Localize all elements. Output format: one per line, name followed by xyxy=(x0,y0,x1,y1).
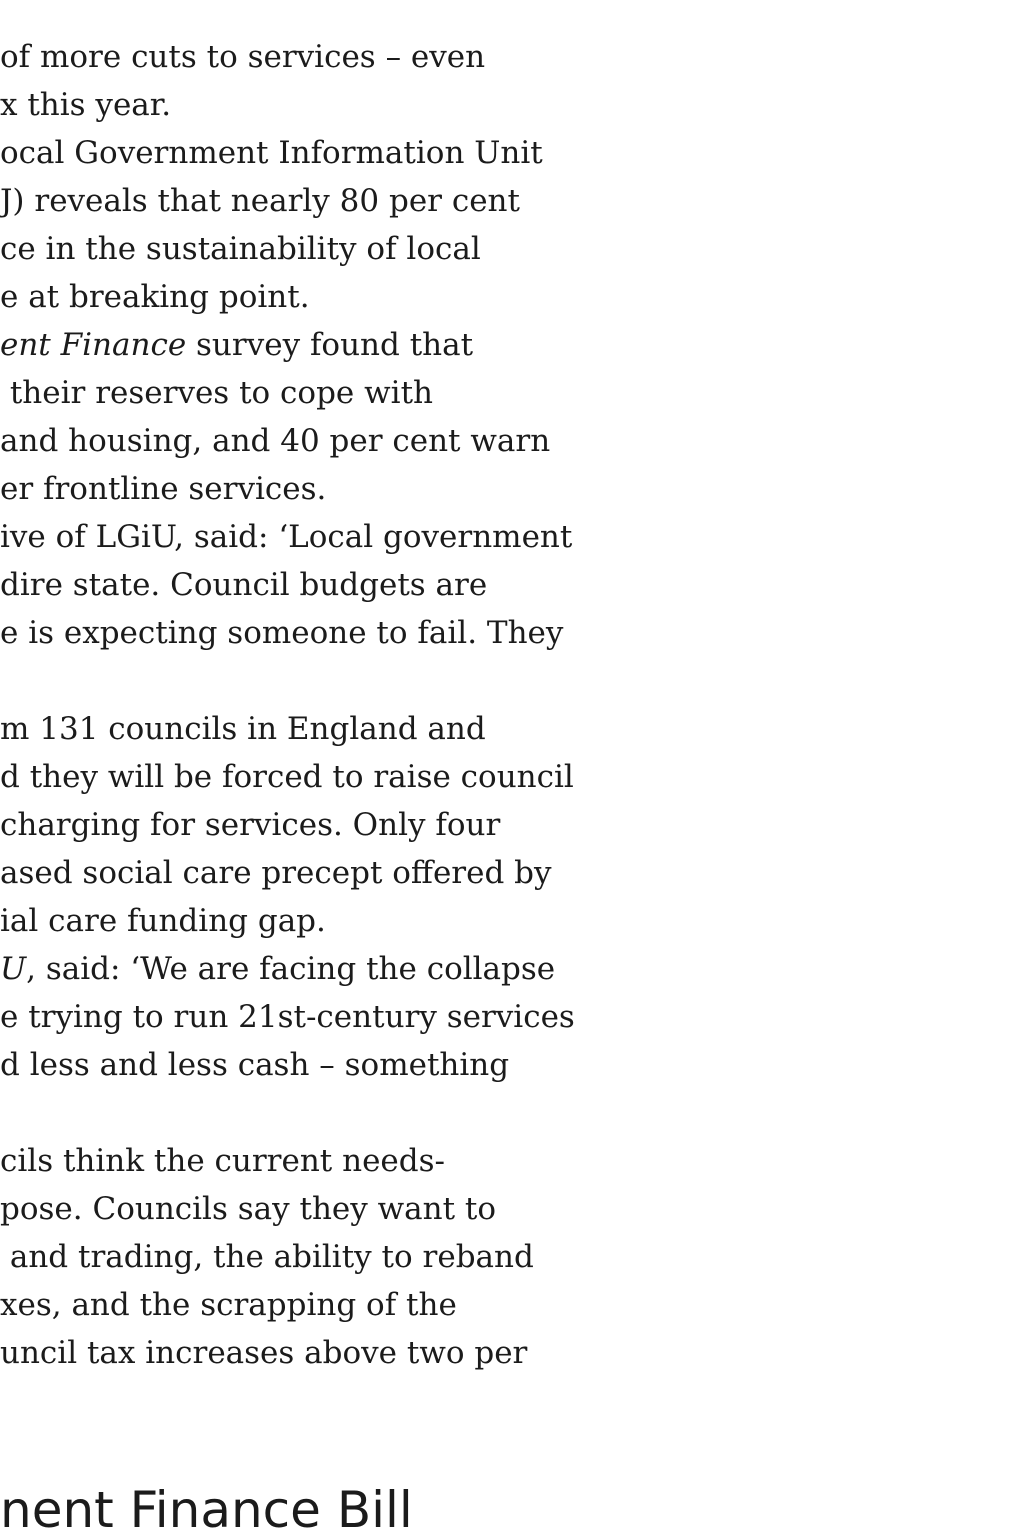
body-text-line: e trying to run 21st-century services xyxy=(0,999,575,1035)
body-text-line: charging for services. Only four xyxy=(0,807,501,843)
publication-title-italic: ent Finance xyxy=(0,327,187,363)
body-text-line: dire state. Council budgets are xyxy=(0,567,488,603)
body-text-line: ive of LGiU, said: ‘Local government xyxy=(0,519,573,555)
body-text-line: ocal Government Information Unit xyxy=(0,135,543,171)
publication-title-italic: U xyxy=(0,951,27,987)
body-text-line: their reserves to cope with xyxy=(0,375,433,411)
body-text-line: x this year. xyxy=(0,87,172,123)
body-text-line xyxy=(0,945,555,993)
body-text-line: e at breaking point. xyxy=(0,279,310,315)
body-text-line: ce in the sustainability of local xyxy=(0,231,481,267)
body-text-line: ased social care precept offered by xyxy=(0,855,552,891)
body-text-line: xes, and the scrapping of the xyxy=(0,1287,457,1323)
body-text-fragment: , said: ‘We are facing the collapse xyxy=(26,951,556,987)
body-text-line: uncil tax increases above two per xyxy=(0,1335,528,1371)
body-text-line: and trading, the ability to reband xyxy=(0,1239,534,1275)
body-text-line: e is expecting someone to fail. They xyxy=(0,615,564,651)
body-text-line xyxy=(0,321,473,369)
section-heading: nent Finance Bill xyxy=(0,1481,413,1536)
body-text-line: er frontline services. xyxy=(0,471,327,507)
body-text-line: ial care funding gap. xyxy=(0,903,326,939)
body-text-line: m 131 councils in England and xyxy=(0,711,486,747)
body-text-line: cils think the current needs- xyxy=(0,1143,445,1179)
body-text-line: and housing, and 40 per cent warn xyxy=(0,423,551,459)
body-text-line: of more cuts to services – even xyxy=(0,39,486,75)
body-text-fragment: survey found that xyxy=(186,327,474,363)
body-text-line: pose. Councils say they want to xyxy=(0,1191,497,1227)
body-text-line: d they will be forced to raise council xyxy=(0,759,574,795)
body-text-line: J) reveals that nearly 80 per cent xyxy=(0,183,520,219)
body-text-line: d less and less cash – something xyxy=(0,1047,510,1083)
